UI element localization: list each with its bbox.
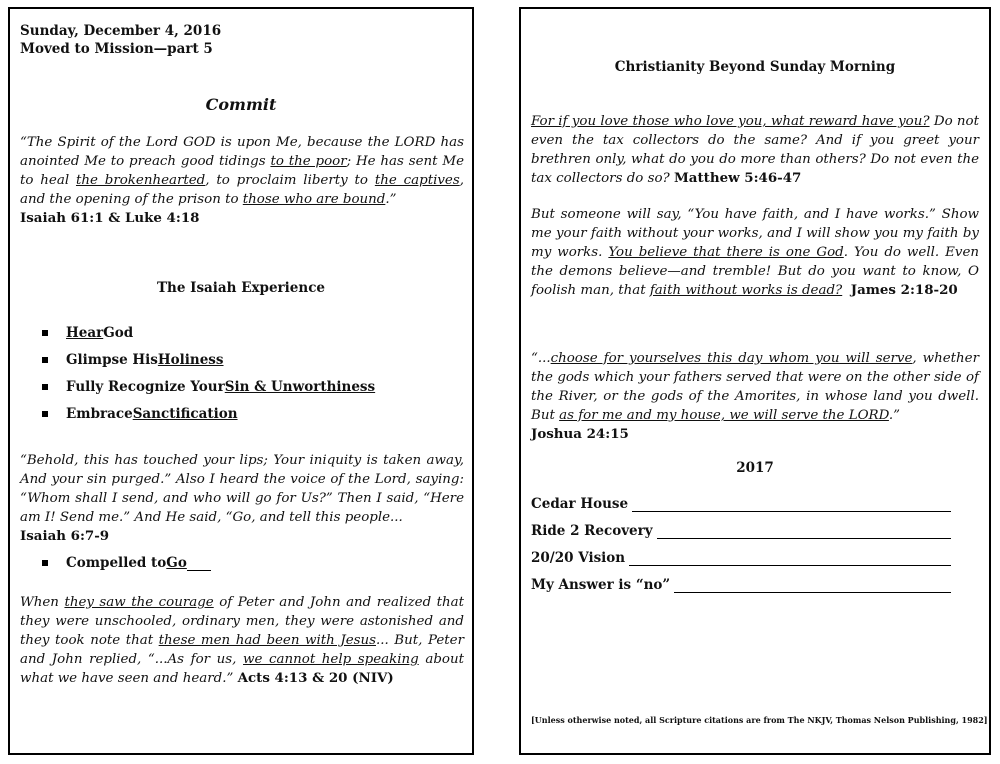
scripture-joshua-24: “...choose for yourselves this day whom you will serve, whether the gods which your fathers served that were on the other side of the River, or the gods of the Amorites, in whose land you dwell. But as for me and my house, we will serve the LORD.” Joshua 24:15 <box>531 351 980 442</box>
scripture-reference: Matthew 5:46-47 <box>673 170 802 186</box>
scripture-reference: James 2:18-20 <box>850 282 958 298</box>
fill-in-line: My Answer is “no” <box>531 577 951 593</box>
bullet-item: Compelled to Go <box>42 555 211 571</box>
bullet-item: Glimpse His Holiness <box>42 352 224 368</box>
bullet-icon <box>42 357 48 363</box>
scripture-isaiah-61: “The Spirit of the Lord GOD is upon Me, because the LORD has anointed Me to preach good tidings to the poor; He has sent Me to heal the brokenhearted, to proclaim liberty to the captives, and the opening of the prison to those who are bound.” Isaiah 61:1 & Luke 4:18 <box>20 135 464 226</box>
bullet-icon <box>42 411 48 417</box>
scripture-isaiah-6: “Behold, this has touched your lips; Your iniquity is taken away, And your sin purged.” Also I heard the voice of the Lord, saying: “Whom shall I send, and who will go for Us?” Then I said, “Here am I! Send me.” And He said, “Go, and tell this people... Isaiah 6:7-9 <box>20 453 464 544</box>
scripture-matthew-5: For if you love those who love you, what reward have you? Do not even the tax collectors do the same? And if you greet your brethren only, what do you do more than others? Do not even the tax collectors do so? Matthew 5:46-47 <box>531 114 979 186</box>
scripture-reference: Acts 4:13 & 20 (NIV) <box>237 670 394 686</box>
bullet-icon <box>42 560 48 566</box>
section-title: The Isaiah Experience <box>156 280 326 296</box>
year-heading: 2017 <box>736 460 774 476</box>
bullet-item: Hear God <box>42 325 133 341</box>
fill-in-line: Ride 2 Recovery <box>531 523 951 539</box>
scripture-reference: Isaiah 61:1 & Luke 4:18 <box>20 210 200 226</box>
footnote: [Unless otherwise noted, all Scripture citations are from The NKJV, Thomas Nelson Publishing, 1982] <box>531 715 988 725</box>
blank-line <box>187 556 211 571</box>
bullet-item: Embrace Sanctification <box>42 406 238 422</box>
blank-line <box>632 499 951 512</box>
fill-in-line: 20/20 Vision <box>531 550 951 566</box>
sermon-series: Moved to Mission—part 5 <box>20 41 213 57</box>
blank-line <box>657 526 951 539</box>
right-panel <box>519 7 991 755</box>
blank-line <box>674 580 951 593</box>
blank-line <box>629 553 951 566</box>
scripture-james-2: But someone will say, “You have faith, and I have works.” Show me your faith without your works, and I will show you my faith by my works. You believe that there is one God. You do well. Even the demons believe—and tremble! But do you want to know, O foolish man, that faith without works is dead? James 2:18-20 <box>531 207 979 298</box>
bullet-item: Fully Recognize Your Sin & Unworthiness <box>42 379 375 395</box>
scripture-acts-4: When they saw the courage of Peter and John and realized that they were unschooled, ordinary men, they were astonished and they took note that these men had been with Jesus... But, Peter and John replied, “...As for us, we cannot help speaking about what we have seen and heard.” Acts 4:13 & 20 (NIV) <box>20 595 465 686</box>
scripture-reference: Isaiah 6:7-9 <box>20 528 110 544</box>
bulletin-date: Sunday, December 4, 2016 <box>20 23 222 39</box>
page-title: Christianity Beyond Sunday Morning <box>614 59 896 75</box>
sermon-title: Commit <box>205 95 277 114</box>
fill-in-line: Cedar House <box>531 496 951 512</box>
scripture-reference: Joshua 24:15 <box>531 426 629 442</box>
left-panel <box>8 7 474 755</box>
bullet-icon <box>42 384 48 390</box>
bullet-icon <box>42 330 48 336</box>
